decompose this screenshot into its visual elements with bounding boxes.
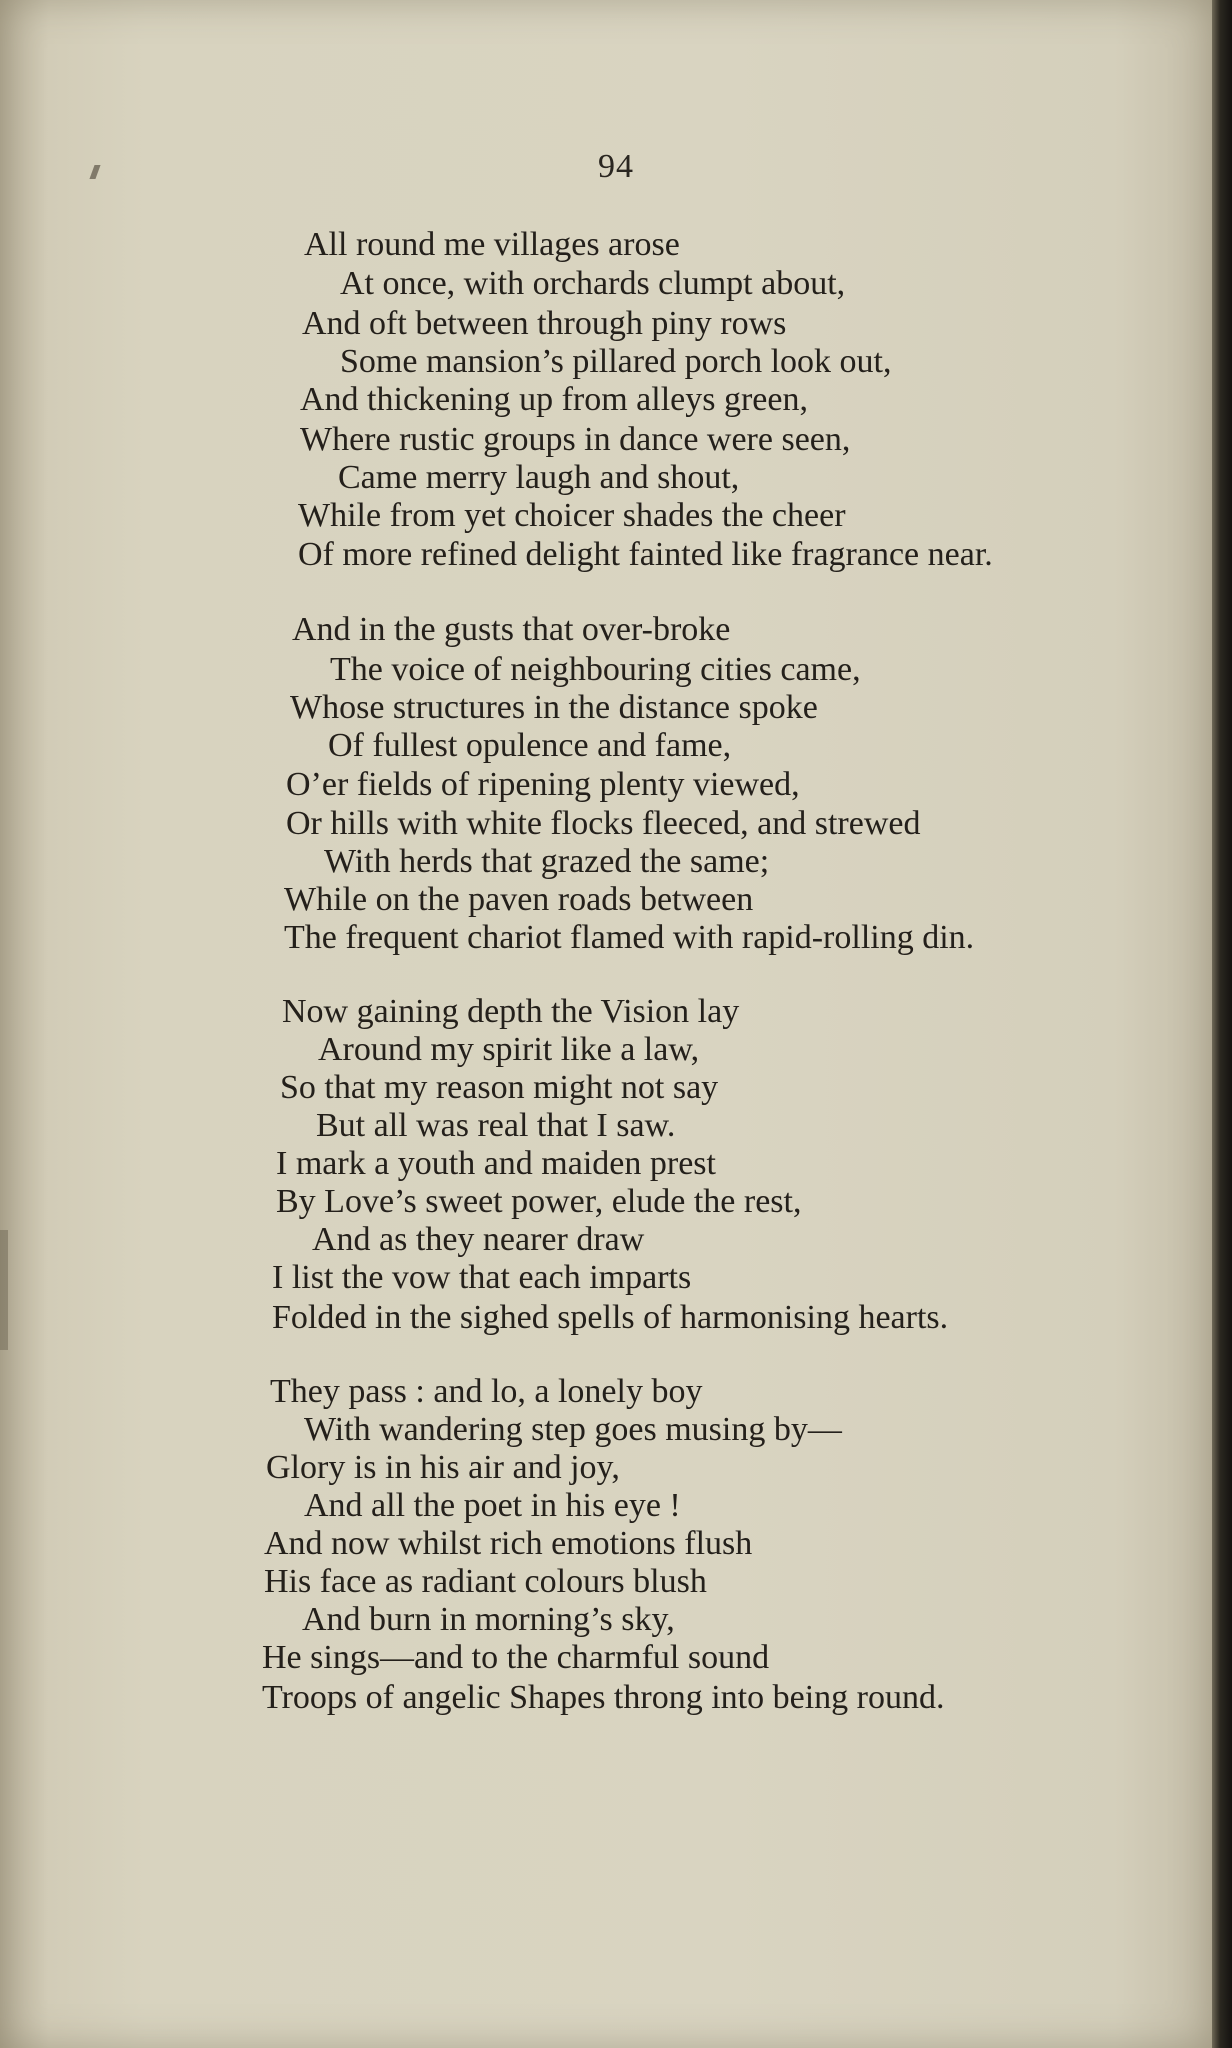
poem-line: Whose structures in the distance spoke [290,689,818,726]
poem-line: I list the vow that each imparts [272,1259,692,1296]
page-edge-shadow [1212,0,1232,2048]
poem-line: And oft between through piny rows [302,305,787,342]
poem-line: Of fullest opulence and fame, [328,727,732,764]
poem-line: Or hills with white flocks fleeced, and strewed [286,805,921,842]
poem-line: All round me villages arose [304,226,680,263]
poem-line: Folded in the sighed spells of harmonising hearts. [272,1299,949,1336]
poem-line: His face as radiant colours blush [264,1563,707,1600]
poem-line: Of more refined delight fainted like fragrance near. [298,536,993,573]
poem-line: Some mansion’s pillared porch look out, [340,343,892,380]
poem-line: The frequent chariot flamed with rapid-rolling din. [284,919,975,956]
page-edge-stain [0,1230,8,1350]
poem-line: Now gaining depth the Vision lay [282,993,740,1030]
poem-line: I mark a youth and maiden prest [276,1145,716,1182]
poem-line: The voice of neighbouring cities came, [330,651,861,688]
poem-line: O’er fields of ripening plenty viewed, [286,766,800,803]
poem-line: Glory is in his air and joy, [266,1449,620,1486]
poem-line: By Love’s sweet power, elude the rest, [276,1183,802,1220]
page-number: 94 [598,148,634,185]
poem-line: And as they nearer draw [312,1221,645,1258]
poem-line: At once, with orchards clumpt about, [340,265,846,302]
poem-line: And thickening up from alleys green, [300,381,808,418]
poem-line: While from yet choicer shades the cheer [298,497,846,534]
poem-line: But all was real that I saw. [316,1107,676,1144]
poem-line: And all the poet in his eye ! [304,1487,681,1524]
poem-line: Came merry laugh and shout, [338,459,740,496]
poem-line: So that my reason might not say [280,1069,719,1106]
poem-line: They pass : and lo, a lonely boy [270,1373,703,1410]
poem-line: And burn in morning’s sky, [302,1601,675,1638]
poem-line: He sings—and to the charmful sound [262,1639,770,1676]
poem-line: And now whilst rich emotions flush [264,1525,753,1562]
poem-line: And in the gusts that over-broke [292,611,731,648]
poem-line: Around my spirit like a law, [318,1031,700,1068]
poem-line: Troops of angelic Shapes throng into being round. [262,1679,945,1716]
poem-line: With wandering step goes musing by— [304,1411,842,1448]
poem-line: While on the paven roads between [284,881,754,918]
poem-line: With herds that grazed the same; [324,843,770,880]
poem-line: Where rustic groups in dance were seen, [300,421,851,458]
